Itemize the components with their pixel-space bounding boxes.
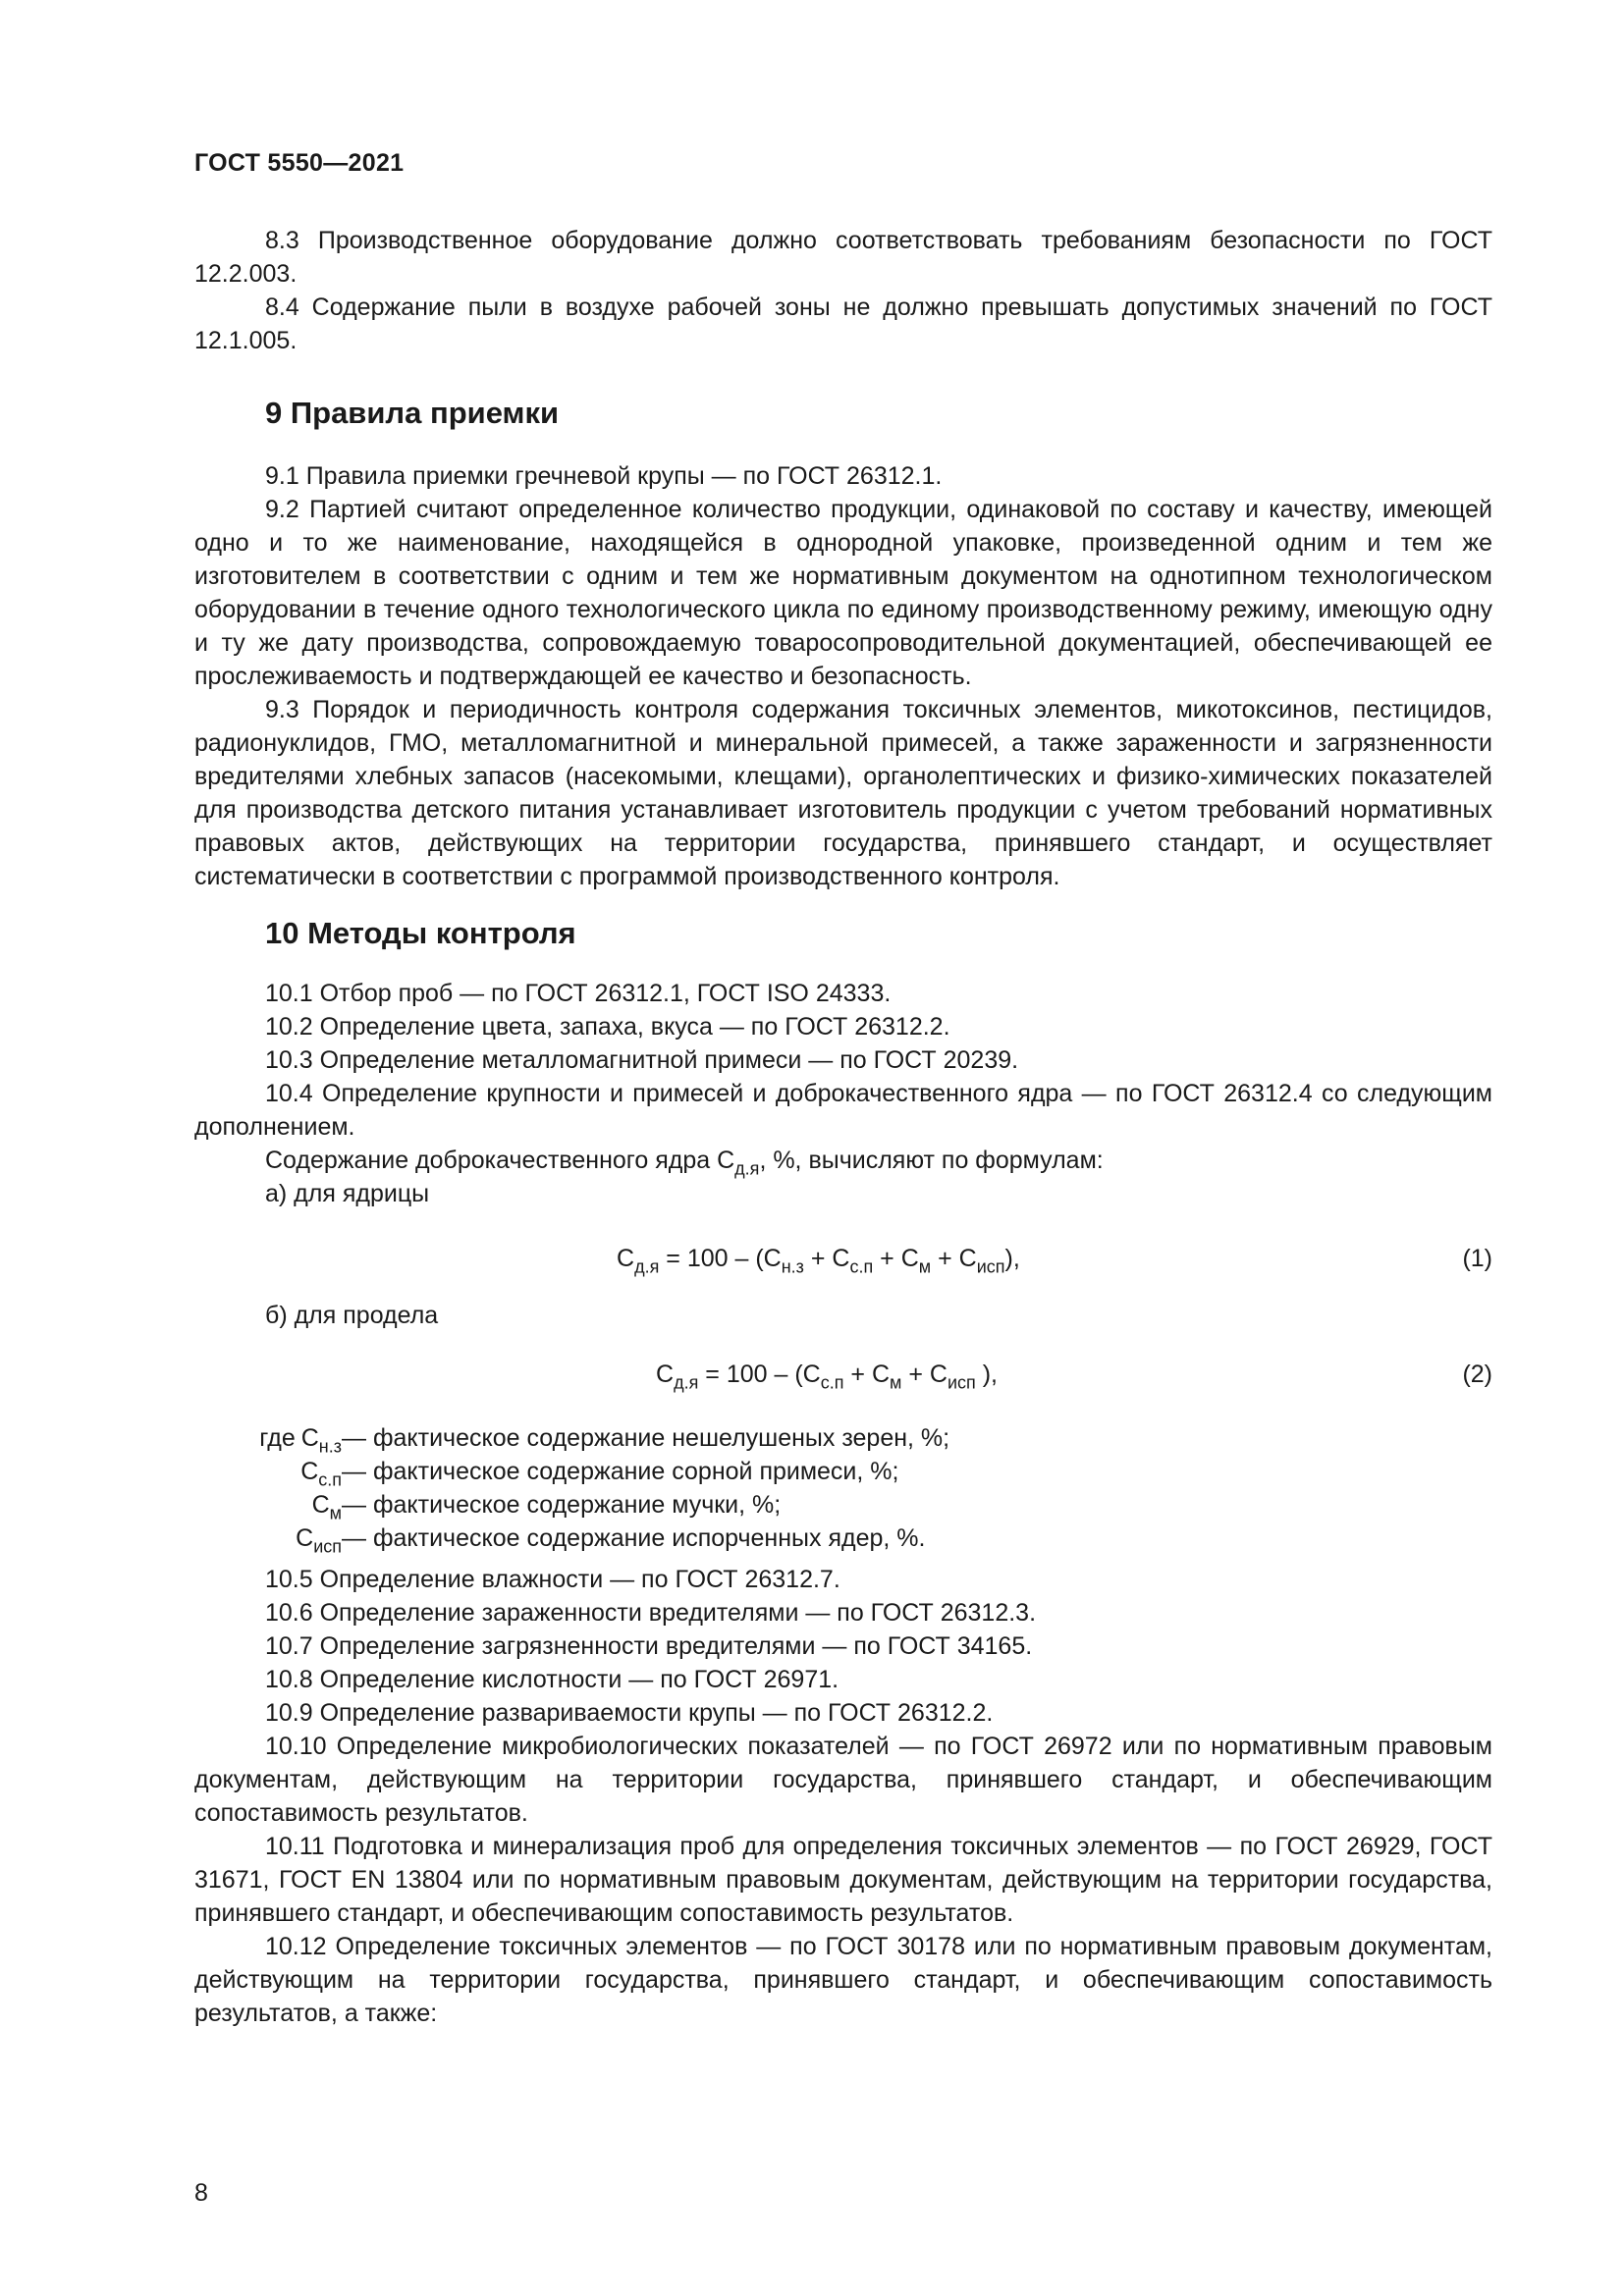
formula-2-expression: $С_{д.я} = 100 - (С_{с.п} + С_м + С_{исп}$ ), [656,1361,998,1393]
paragraph-10-6: 10.6 Определение зараженности вредителями — по ГОСТ 26312.3. [265,1599,1037,1627]
legend-row: $С_м$ — фактическое содержание мучки, %; [311,1491,782,1523]
paragraph-9-1: 9.1 Правила приемки гречневой крупы — по ГОСТ 26312.1. [265,462,943,490]
paragraph-10-9: 10.9 Определение развариваемости крупы — по ГОСТ 26312.2. [265,1699,994,1727]
document-code-header: ГОСТ 5550—2021 [194,149,405,177]
paragraph-8-4: 8.4 Содержание пыли в воздухе рабочей зоны не должно превышать допустимых значений по ГОСТ 12.1.005. [194,294,1492,354]
section-10 [194,916,1492,951]
formula-2-number: (2) [1462,1361,1492,1388]
formula-1-expression: $С_{д.я} = 100 - (С_{н.з} + С_{с.п} + С_м + С_{исп})$, [617,1245,1020,1277]
paragraph-10-8: 10.8 Определение кислотности — по ГОСТ 26971. [265,1666,839,1693]
paragraph-10-5: 10.5 Определение влажности — по ГОСТ 26312.7. [265,1566,840,1593]
section-9-heading: 9 Правила приемки [265,396,560,430]
item-b-label: б) для продела [265,1302,439,1329]
paragraph-10-4: 10.4 Определение крупности и примесей и доброкачественного ядра — по ГОСТ 26312.4 со следующим дополнением. [194,1080,1492,1141]
section-9 [194,396,1492,431]
section-9-body [194,459,1492,893]
paragraph-10-7: 10.7 Определение загрязненности вредителями — по ГОСТ 34165. [265,1632,1033,1660]
item-a-label: а) для ядрицы [265,1180,430,1207]
paragraph-9-3: 9.3 Порядок и периодичность контроля содержания токсичных элементов, микотоксинов, пестицидов, радионуклидов, ГМО, металломагнитной и минеральной примесей, а также зараженности и загрязненности вредителями хлебных запасов (насекомыми, клещами), органолептических и физико-химических показателей для производства детского питания устанавливает изготовитель продукции с учетом требований нормативных правовых актов, действующих на территории государства, принявшего стандарт, и осуществляет систематически в соответствии с программой производственного контроля. [194,696,1492,890]
formula-2 [194,1355,1492,1394]
paragraph-10-12: 10.12 Определение токсичных элементов — по ГОСТ 30178 или по нормативным правовым документам, действующим на территории государства, принявшего стандарт, и обеспечивающим сопоставимость результатов, а также: [194,1933,1492,2027]
paragraph-9-2: 9.2 Партией считают определенное количество продукции, одинаковой по составу и качеству, имеющей одно и то же наименование, находящейся в однородной упаковке, произведенной одним и тем же изготовителем в соответствии с одним и тем же нормативным документом на однотипном технологическом оборудовании в течение одного технологического цикла по единому производственному режиму, имеющую одну и ту же дату производства, сопровождаемую товаросопроводительной документацией, обеспечивающей ее прослеживаемость и подтверждающей ее качество и безопасность. [194,496,1492,690]
formula-1 [194,1239,1492,1278]
section-8 [194,224,1492,357]
legend-row: где $С_{н.з}$ — фактическое содержание нешелушеных зерен, %; [259,1424,950,1457]
symbol-legend [194,1421,1492,1555]
formula-intro: Содержание доброкачественного ядра $С_{д.я}$, %, вычисляют по формулам: [265,1147,1104,1179]
section-10-continued [194,1563,1492,2030]
section-10-body [194,977,1492,1210]
page-number: 8 [194,2179,208,2207]
paragraph-10-2: 10.2 Определение цвета, запаха, вкуса — по ГОСТ 26312.2. [265,1013,950,1041]
legend-row: $С_{с.п}$ — фактическое содержание сорной примеси, %; [300,1458,899,1490]
paragraph-10-3: 10.3 Определение металломагнитной примеси — по ГОСТ 20239. [265,1046,1019,1074]
paragraph-10-10: 10.10 Определение микробиологических показателей — по ГОСТ 26972 или по нормативным правовым документам, действующим на территории государства, принявшего стандарт, и обеспечивающим сопоставимость результатов. [194,1733,1492,1827]
paragraph-10-1: 10.1 Отбор проб — по ГОСТ 26312.1, ГОСТ ISO 24333. [265,980,892,1007]
item-b [194,1299,1492,1332]
paragraph-8-3: 8.3 Производственное оборудование должно соответствовать требованиям безопасности по ГОСТ 12.2.003. [194,227,1492,288]
legend-row: $С_{исп}$ — фактическое содержание испорченных ядер, %. [296,1524,926,1557]
paragraph-10-11: 10.11 Подготовка и минерализация проб для определения токсичных элементов — по ГОСТ 26929, ГОСТ 31671, ГОСТ EN 13804 или по нормативным правовым документам, действующим на территории государства, принявшего стандарт, и обеспечивающим сопоставимость результатов. [194,1833,1492,1927]
section-10-heading: 10 Методы контроля [265,916,576,950]
formula-1-number: (1) [1462,1245,1492,1272]
